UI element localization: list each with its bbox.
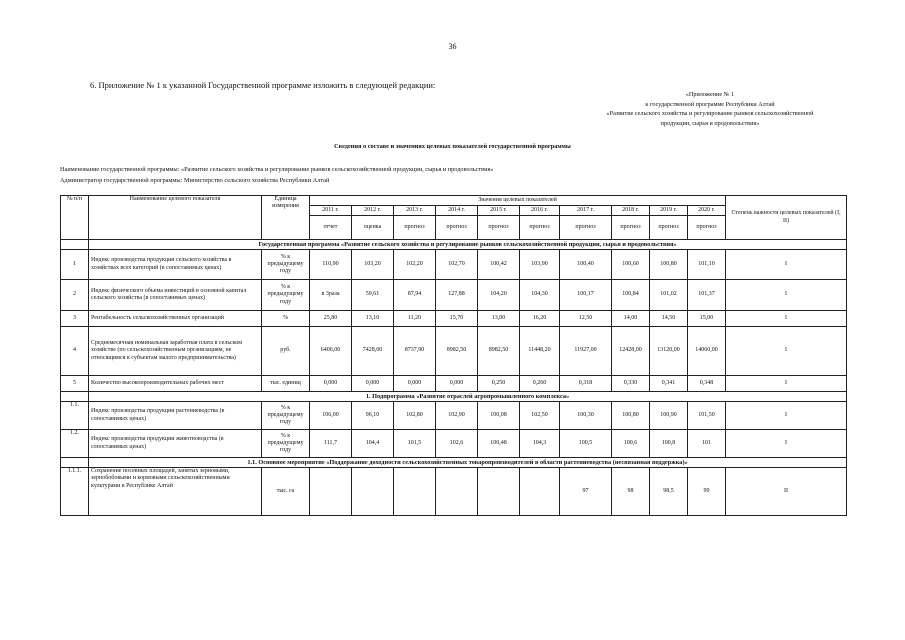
value-cell: 0,000 (352, 376, 394, 392)
value-cell: 0,000 (394, 376, 436, 392)
value-cell: 8737,90 (394, 327, 436, 376)
unit-cell: тыс. га (262, 468, 310, 516)
value-cell: 0,341 (650, 376, 688, 392)
value-cell: 100,30 (560, 402, 612, 430)
value-cell: 101,02 (650, 280, 688, 311)
unit-cell: % к предыдущему году (262, 402, 310, 430)
value-cell: 11927,00 (560, 327, 612, 376)
value-cell: 104,3 (520, 430, 560, 458)
value-cell: 14,00 (612, 311, 650, 327)
table-row (61, 430, 847, 458)
intro-text: 6. Приложение № 1 к указанной Государственной программе изложить в следующей редакции: (90, 80, 436, 90)
header-kind: прогноз (560, 216, 612, 240)
value-cell: 101 (688, 430, 726, 458)
value-cell (310, 468, 352, 516)
value-cell (436, 468, 478, 516)
value-cell: 102,6 (436, 430, 478, 458)
row-number: 1 (61, 250, 89, 280)
row-number: 3 (61, 311, 89, 327)
value-cell: 102,50 (520, 402, 560, 430)
unit-cell: % к предыдущему году (262, 280, 310, 311)
value-cell: 0,260 (520, 376, 560, 392)
value-cell: 102,80 (394, 402, 436, 430)
header-year: 2016 г. (520, 206, 560, 216)
value-cell: 100,8 (650, 430, 688, 458)
value-cell: 13,00 (478, 311, 520, 327)
value-cell: 15,70 (436, 311, 478, 327)
value-cell: 100,08 (478, 402, 520, 430)
value-cell: в 3раза (310, 280, 352, 311)
header-year: 2011 г. (310, 206, 352, 216)
row-number: 1.2. (61, 430, 89, 458)
header-name: Наименование целевого показателя (89, 196, 262, 240)
table-row (61, 402, 847, 430)
value-cell: 87,94 (394, 280, 436, 311)
importance-cell: I (726, 280, 847, 311)
header-unit: Единица измерения (262, 196, 310, 240)
value-cell: 11448,20 (520, 327, 560, 376)
appendix-line: «Приложение № 1 (685, 91, 735, 98)
value-cell: 104,30 (520, 280, 560, 311)
value-cell: 16,20 (520, 311, 560, 327)
header-kind: прогноз (688, 216, 726, 240)
header-kind: прогноз (478, 216, 520, 240)
row-number: 2 (61, 280, 89, 311)
header-num: № п/п (61, 196, 89, 240)
value-cell: 0,348 (688, 376, 726, 392)
indicator-name: Индекс производства продукции животноводства (в сопоставимых ценах) (89, 430, 262, 458)
value-cell: 14060,00 (688, 327, 726, 376)
value-cell: 111,7 (310, 430, 352, 458)
value-cell: 7428,00 (352, 327, 394, 376)
value-cell (478, 468, 520, 516)
value-cell: 0,318 (560, 376, 612, 392)
value-cell: 100,6 (612, 430, 650, 458)
header-year: 2020 г. (688, 206, 726, 216)
importance-cell: I (726, 311, 847, 327)
unit-cell: тыс. единиц (262, 376, 310, 392)
value-cell: 102,20 (394, 250, 436, 280)
value-cell: 59,61 (352, 280, 394, 311)
value-cell: 25,80 (310, 311, 352, 327)
importance-cell: I (726, 430, 847, 458)
value-cell: 100,80 (612, 402, 650, 430)
importance-cell: I (726, 327, 847, 376)
value-cell: 96,10 (352, 402, 394, 430)
section-title: 1. Подпрограмма «Развитие отраслей агропромышленного комплекса» (89, 392, 847, 402)
value-cell: 13120,00 (650, 327, 688, 376)
indicator-name: Индекс производства продукции сельского хозяйства в хозяйствах всех категорий (в сопоставимых ценах) (89, 250, 262, 280)
value-cell: 6406,00 (310, 327, 352, 376)
header-year: 2019 г. (650, 206, 688, 216)
value-cell: 102,70 (436, 250, 478, 280)
value-cell (352, 468, 394, 516)
value-cell: 100,84 (612, 280, 650, 311)
section-num-cell (61, 392, 89, 402)
table-row (61, 280, 847, 311)
value-cell: 8982,50 (436, 327, 478, 376)
header-kind: оценка (352, 216, 394, 240)
value-cell: 100,48 (478, 430, 520, 458)
row-number: 1.1. (61, 402, 89, 430)
indicator-name: Индекс производства продукции растениеводства (в сопоставимых ценах) (89, 402, 262, 430)
value-cell: 12428,00 (612, 327, 650, 376)
importance-cell: II (726, 468, 847, 516)
header-kind: прогноз (394, 216, 436, 240)
header-year: 2013 г. (394, 206, 436, 216)
table-row (61, 376, 847, 392)
table-row (61, 311, 847, 327)
value-cell: 103,20 (352, 250, 394, 280)
section-num-cell (61, 458, 89, 468)
value-cell: 97 (560, 468, 612, 516)
administrator-line: Администратор государственной программы: Министерство сельского хозяйства Республики Алтай (60, 177, 330, 184)
table-row (61, 468, 847, 516)
header-row (61, 196, 847, 206)
header-year: 2017 г. (560, 206, 612, 216)
value-cell (394, 468, 436, 516)
value-cell: 100,80 (650, 250, 688, 280)
table-row (61, 250, 847, 280)
value-cell: 11,20 (394, 311, 436, 327)
header-year: 2014 г. (436, 206, 478, 216)
header-kind: прогноз (520, 216, 560, 240)
value-cell: 110,90 (310, 250, 352, 280)
value-cell: 104,20 (478, 280, 520, 311)
value-cell: 100,5 (560, 430, 612, 458)
value-cell: 100,17 (560, 280, 612, 311)
value-cell: 100,90 (650, 402, 688, 430)
document-title: Сведения о составе и значениях целевых показателей государственной программы (334, 143, 571, 150)
header-kind: прогноз (612, 216, 650, 240)
unit-cell: % (262, 311, 310, 327)
section-row (61, 240, 847, 250)
value-cell: 101,5 (394, 430, 436, 458)
value-cell: 99 (688, 468, 726, 516)
importance-cell: I (726, 250, 847, 280)
value-cell: 106,00 (310, 402, 352, 430)
unit-cell: руб. (262, 327, 310, 376)
unit-cell: % к предыдущему году (262, 430, 310, 458)
appendix-heading (540, 90, 880, 128)
section-title: Государственная программа «Развитие сельского хозяйства и регулирование рынков сельскохозяйственной продукции, сырья и продовольствия» (89, 240, 847, 250)
unit-cell: % к предыдущему году (262, 250, 310, 280)
value-cell: 103,90 (520, 250, 560, 280)
indicator-name: Среднемесячная номинальная заработная плата в сельском хозяйстве (по сельскохозяйственным организациям, не относящимся к субъектам малого предпринимательства) (89, 327, 262, 376)
indicator-name: Сохранение посевных площадей, занятых зерновыми, зернобобовыми и кормовыми сельскохозяйственными культурами в Республике Алтай (89, 468, 262, 516)
value-cell: 100,60 (612, 250, 650, 280)
value-cell: 8982,50 (478, 327, 520, 376)
value-cell: 104,4 (352, 430, 394, 458)
importance-cell: I (726, 402, 847, 430)
value-cell: 102,90 (436, 402, 478, 430)
indicator-name: Количество высокопроизводительных рабочих мест (89, 376, 262, 392)
header-year: 2015 г. (478, 206, 520, 216)
indicator-name: Рентабельность сельскохозяйственных организаций (89, 311, 262, 327)
section-num-cell (61, 240, 89, 250)
value-cell: 0,330 (612, 376, 650, 392)
value-cell: 0,000 (310, 376, 352, 392)
section-title: 1.1. Основное мероприятие «Поддержание доходности сельскохозяйственных товаропроизводителей в области растениеводства (несвязанная поддержка)» (89, 458, 847, 468)
value-cell: 98 (612, 468, 650, 516)
value-cell: 0,250 (478, 376, 520, 392)
value-cell: 0,000 (436, 376, 478, 392)
header-values-group: Значения целевых показателей (310, 196, 726, 206)
value-cell: 101,50 (688, 402, 726, 430)
indicator-name: Индекс физического объема инвестиций в основной капитал сельского хозяйства (в сопоставимых ценах) (89, 280, 262, 311)
header-year: 2012 г. (352, 206, 394, 216)
value-cell: 15,00 (688, 311, 726, 327)
appendix-line: «Развитие сельского хозяйства и регулирование рынков сельскохозяйственной (606, 110, 814, 118)
section-row (61, 458, 847, 468)
program-name-line: Наименование государственной программы: «Развитие сельского хозяйства и регулирование рынков сельскохозяйственной продукции, сырья и продовольствия» (60, 166, 494, 173)
header-importance: Степень важности целевых показателей (I, II) (726, 196, 847, 240)
header-kind: отчет (310, 216, 352, 240)
header-year: 2018 г. (612, 206, 650, 216)
value-cell: 127,88 (436, 280, 478, 311)
value-cell: 100,42 (478, 250, 520, 280)
value-cell: 101,37 (688, 280, 726, 311)
header-kind: прогноз (650, 216, 688, 240)
value-cell: 13,10 (352, 311, 394, 327)
row-number: 4 (61, 327, 89, 376)
page-number: 36 (448, 42, 457, 51)
table-row (61, 327, 847, 376)
indicators-table (60, 195, 847, 516)
value-cell: 101,10 (688, 250, 726, 280)
row-number: 1.1.1. (61, 468, 89, 516)
section-row (61, 392, 847, 402)
value-cell: 98,5 (650, 468, 688, 516)
header-kind: прогноз (436, 216, 478, 240)
value-cell: 100,40 (560, 250, 612, 280)
value-cell: 12,50 (560, 311, 612, 327)
row-number: 5 (61, 376, 89, 392)
appendix-line: продукции, сырья и продовольствия» (660, 119, 760, 127)
importance-cell: I (726, 376, 847, 392)
value-cell: 14,50 (650, 311, 688, 327)
appendix-line: к государственной программе Республики Алтай (645, 100, 775, 108)
value-cell (520, 468, 560, 516)
